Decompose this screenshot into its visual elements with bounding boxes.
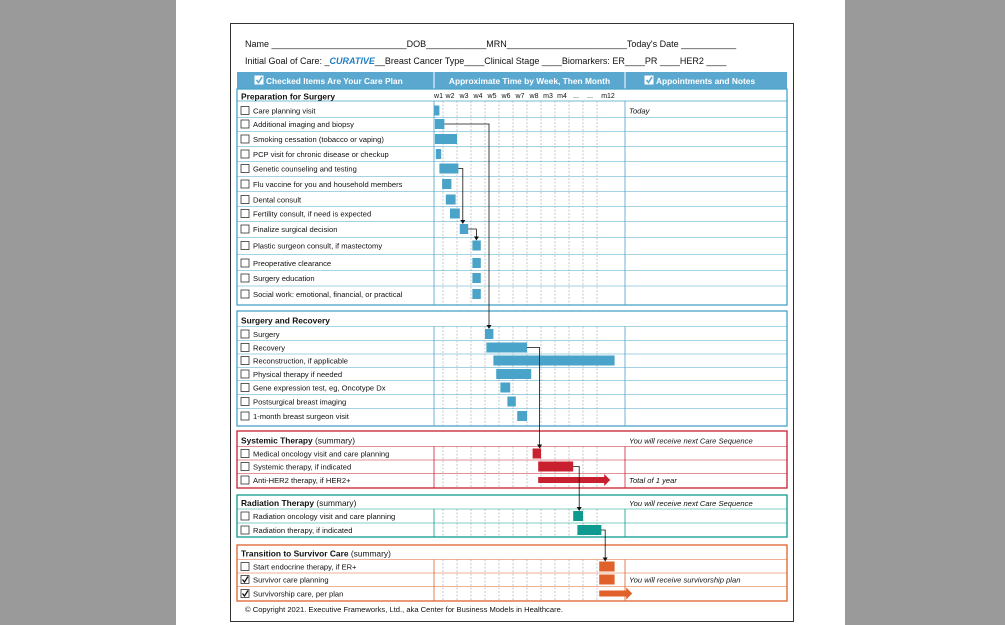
- care-item-label: Gene expression test, eg, Oncotype Dx: [253, 383, 386, 393]
- week-label: m3: [543, 93, 553, 100]
- care-item-label: Medical oncology visit and care planning: [253, 449, 390, 459]
- item-checkbox[interactable]: [241, 225, 249, 233]
- item-note: You will receive survivorship plan: [629, 575, 741, 585]
- week-label: ...: [573, 93, 579, 100]
- section-title: Radiation Therapy (summary): [241, 498, 357, 508]
- biomarkers-label: __Breast Cancer Type____Clinical Stage ____Biomarkers: ER____PR ____HER2 ____: [374, 56, 727, 66]
- item-checkbox[interactable]: [241, 412, 249, 420]
- section-summary: (summary): [348, 548, 391, 559]
- document-page: [176, 0, 845, 625]
- item-checkbox[interactable]: [241, 450, 249, 458]
- section-title: Systemic Therapy (summary): [241, 435, 356, 446]
- item-checkbox[interactable]: [241, 526, 249, 534]
- notes-column-header: Appointments and Notes: [656, 76, 756, 86]
- timeline-bar: [442, 179, 451, 189]
- care-plan-form: [230, 23, 794, 622]
- timeline-bar: [434, 106, 439, 116]
- item-checkbox[interactable]: [241, 476, 249, 484]
- timeline-bar: [533, 449, 541, 459]
- care-item-label: Finalize surgical decision: [253, 225, 338, 234]
- item-note: Total of 1 year: [629, 476, 677, 485]
- item-checkbox[interactable]: [241, 398, 249, 406]
- item-checkbox[interactable]: [241, 259, 249, 267]
- timeline-bar: [577, 525, 601, 535]
- care-item-label: Reconstruction, if applicable: [253, 356, 348, 366]
- week-label: w6: [501, 93, 511, 100]
- care-item-label: Surgery education: [253, 274, 315, 283]
- week-label: w2: [445, 93, 455, 100]
- timeline-bar: [450, 209, 460, 219]
- item-checkbox[interactable]: [241, 384, 249, 392]
- section-note: You will receive next Care Sequence: [629, 436, 753, 446]
- timeline-bar: [599, 562, 614, 572]
- care-item-label: PCP visit for chronic disease or checkup: [253, 150, 389, 159]
- timeline-bar: [507, 397, 515, 407]
- care-item-label: Recovery: [253, 343, 286, 353]
- item-checkbox[interactable]: [241, 210, 249, 218]
- care-item-label: 1-month breast surgeon visit: [253, 412, 349, 421]
- timeline-arrow: [538, 474, 610, 486]
- week-label: w5: [487, 93, 497, 100]
- week-label: w8: [529, 93, 539, 100]
- item-checkbox[interactable]: [241, 135, 249, 143]
- timeline-bar: [485, 329, 493, 339]
- goal-value: CURATIVE: [329, 56, 375, 66]
- care-item-label: Start endocrine therapy, if ER+: [253, 562, 357, 572]
- section-title: Surgery and Recovery: [241, 315, 330, 326]
- section-summary: (summary): [312, 435, 356, 446]
- week-label: w7: [515, 93, 525, 100]
- timeline-arrow: [599, 588, 632, 600]
- item-checkbox[interactable]: [241, 242, 249, 250]
- timeline-bar: [435, 119, 445, 129]
- timeline-bar: [486, 343, 527, 353]
- timeline-bar: [472, 289, 480, 299]
- timeline-bar: [460, 224, 468, 234]
- timeline-bar: [573, 511, 583, 521]
- item-checkbox[interactable]: [241, 344, 249, 352]
- care-item-label: Preoperative clearance: [253, 259, 332, 268]
- dependency-connector: [468, 229, 476, 238]
- care-item-label: Care planning visit: [253, 106, 316, 116]
- arrowhead-icon: [460, 220, 465, 224]
- timeline-bar: [446, 195, 456, 205]
- item-checkbox[interactable]: [241, 357, 249, 365]
- timeline-bar: [435, 134, 457, 144]
- care-item-label: Systemic therapy, if indicated: [253, 462, 352, 472]
- item-checkbox[interactable]: [241, 274, 249, 282]
- item-checkbox[interactable]: [241, 290, 249, 298]
- care-item-label: Genetic counseling and testing: [253, 164, 357, 174]
- timeline-bar: [496, 369, 531, 379]
- week-label: w4: [473, 93, 483, 100]
- care-item-label: Dental consult: [253, 195, 302, 205]
- care-item-label: Plastic surgeon consult, if mastectomy: [253, 241, 383, 251]
- week-label: m4: [557, 93, 567, 100]
- item-checkbox[interactable]: [241, 180, 249, 188]
- care-item-label: Radiation therapy, if indicated: [253, 526, 353, 535]
- care-item-label: Fertility consult, if need is expected: [253, 209, 372, 219]
- week-label: ...: [587, 93, 593, 100]
- care-timeline-chart: [231, 24, 793, 621]
- timeline-bar: [493, 356, 614, 366]
- goal-label: Initial Goal of Care: _: [245, 56, 330, 66]
- care-item-label: Additional imaging and biopsy: [253, 120, 354, 129]
- section-summary: (summary): [314, 498, 357, 508]
- care-item-label: Survivorship care, per plan: [253, 589, 344, 599]
- week-label: w3: [459, 93, 469, 100]
- care-plan-column-header: Checked Items Are Your Care Plan: [266, 76, 403, 86]
- care-item-label: Postsurgical breast imaging: [253, 397, 347, 407]
- item-checkbox[interactable]: [241, 150, 249, 158]
- item-note: Today: [629, 106, 650, 116]
- timeline-bar: [500, 383, 510, 393]
- section-note: You will receive next Care Sequence: [629, 499, 753, 508]
- care-item-label: Survivor care planning: [253, 575, 329, 585]
- week-label: m12: [601, 93, 615, 100]
- timeline-bar: [439, 164, 458, 174]
- item-checkbox[interactable]: [241, 330, 249, 338]
- item-checkbox[interactable]: [241, 196, 249, 204]
- timeline-bar: [517, 411, 527, 421]
- item-checkbox[interactable]: [241, 512, 249, 520]
- arrowhead-icon: [474, 237, 479, 241]
- item-checkbox[interactable]: [241, 370, 249, 378]
- time-column-header: Approximate Time by Week, Then Month: [448, 76, 611, 86]
- item-checkbox[interactable]: [241, 120, 249, 128]
- copyright-footer: © Copyright 2021. Executive Frameworks, Ltd., aka Center for Business Models in Healthcare.: [245, 605, 563, 614]
- item-checkbox[interactable]: [241, 463, 249, 471]
- timeline-bar: [472, 258, 480, 268]
- care-item-label: Physical therapy if needed: [253, 370, 343, 379]
- dependency-connector: [601, 530, 605, 559]
- dependency-connector: [573, 467, 579, 509]
- section-title: Preparation for Surgery: [241, 91, 336, 102]
- timeline-bar: [472, 273, 480, 283]
- timeline-bar: [472, 241, 480, 251]
- care-item-label: Anti-HER2 therapy, if HER2+: [253, 476, 351, 485]
- timeline-bar: [436, 149, 441, 159]
- care-item-label: Surgery: [253, 330, 280, 339]
- arrowhead-icon: [487, 325, 492, 329]
- timeline-bar: [538, 462, 573, 472]
- timeline-bar: [599, 575, 614, 585]
- care-item-label: Social work: emotional, financial, or practical: [253, 290, 403, 299]
- care-item-label: Flu vaccine for you and household members: [253, 180, 403, 189]
- section-title: Transition to Survivor Care (summary): [241, 548, 391, 559]
- item-checkbox[interactable]: [241, 165, 249, 173]
- item-checkbox[interactable]: [241, 107, 249, 115]
- item-checkbox[interactable]: [241, 563, 249, 571]
- care-item-label: Radiation oncology visit and care planning: [253, 512, 396, 521]
- patient-info-line: Name ___________________________DOB____________MRN________________________Today's Date ___________: [245, 39, 737, 49]
- care-item-label: Smoking cessation (tobacco or vaping): [253, 135, 384, 144]
- week-label: w1: [434, 93, 443, 100]
